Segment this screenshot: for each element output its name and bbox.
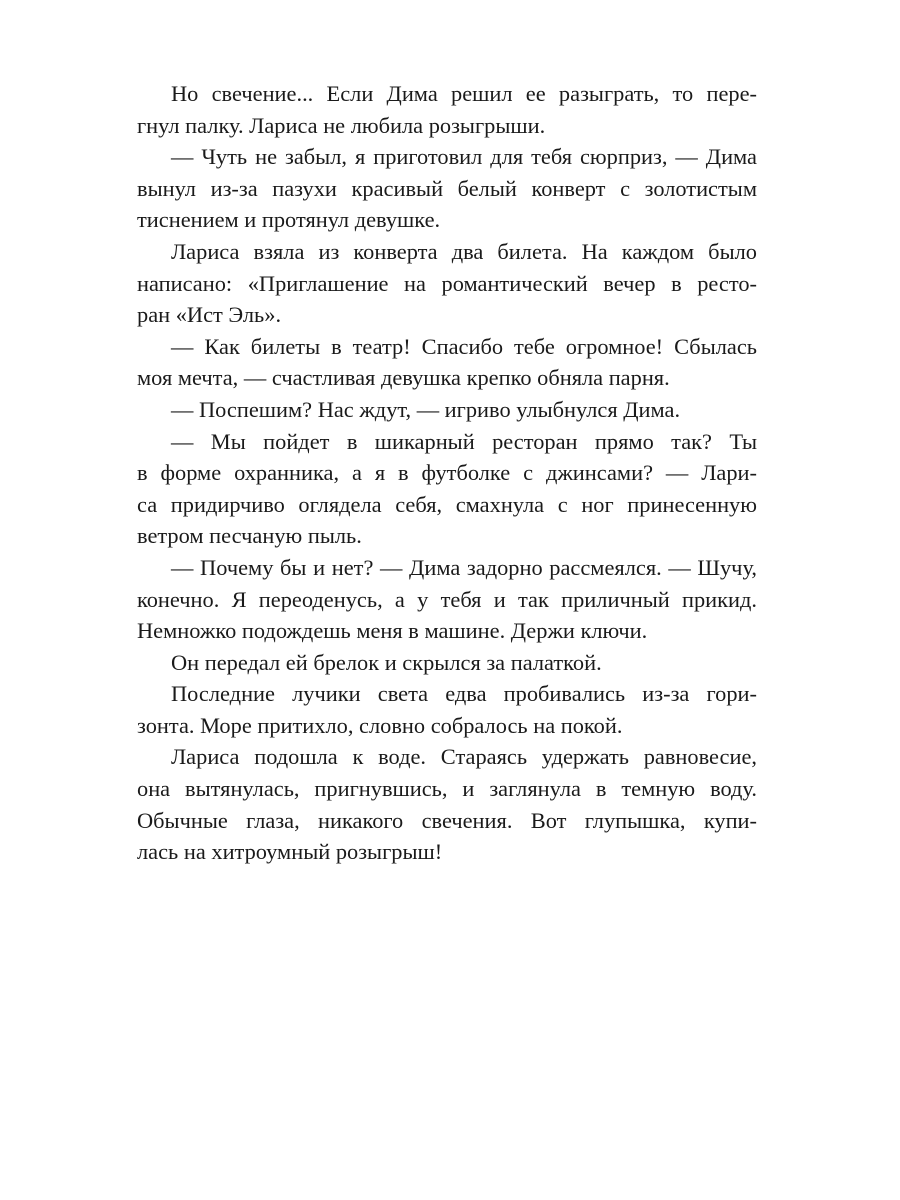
text-line: ветром песчаную пыль. <box>137 523 362 549</box>
text-line: зонта. Море притихло, словно собралось на покой. <box>137 712 623 738</box>
text-line: — Мы пойдет в шикарный ресторан прямо так? Ты <box>171 428 757 454</box>
book-page-text <box>137 78 757 868</box>
paragraph <box>137 331 757 394</box>
text-line: Лариса подошла к воде. Стараясь удержать равновесие, <box>171 744 757 770</box>
text-line: конечно. Я переоденусь, а у тебя и так приличный прикид. <box>137 586 757 612</box>
text-line: лась на хитроумный розыгрыш! <box>137 839 443 865</box>
paragraph <box>137 78 757 141</box>
text-line: — Почему бы и нет? — Дима задорно рассмеялся. — Шучу, <box>171 554 757 580</box>
text-line: тиснением и протянул девушке. <box>137 207 441 233</box>
text-line: ран «Ист Эль». <box>137 302 282 328</box>
text-line: моя мечта, — счастливая девушка крепко обняла парня. <box>137 365 670 391</box>
text-line: Последние лучики света едва пробивались из-за гори- <box>171 681 757 707</box>
text-line: она вытянулась, пригнувшись, и заглянула в темную воду. <box>137 776 757 802</box>
paragraph <box>137 394 757 426</box>
paragraph <box>137 552 757 647</box>
text-line: вынул из-за пазухи красивый белый конверт с золотистым <box>137 175 757 201</box>
paragraph <box>137 741 757 867</box>
text-line: Он передал ей брелок и скрылся за палаткой. <box>171 649 602 675</box>
text-line: Лариса взяла из конверта два билета. На каждом было <box>171 238 757 264</box>
text-line: са придирчиво оглядела себя, смахнула с ног принесенную <box>137 491 757 517</box>
text-line: Обычные глаза, никакого свечения. Вот глупышка, купи- <box>137 807 757 833</box>
text-line: гнул палку. Лариса не любила розыгрыши. <box>137 112 546 138</box>
text-line: — Поспешим? Нас ждут, — игриво улыбнулся Дима. <box>171 396 681 422</box>
text-line: — Как билеты в театр! Спасибо тебе огромное! Сбылась <box>171 333 757 359</box>
paragraph <box>137 426 757 552</box>
text-line: написано: «Приглашение на романтический вечер в ресто- <box>137 270 757 296</box>
paragraph <box>137 647 757 679</box>
text-line: в форме охранника, а я в футболке с джинсами? — Лари- <box>137 460 757 486</box>
text-line: Но свечение... Если Дима решил ее разыграть, то пере- <box>171 81 757 106</box>
paragraph <box>137 141 757 236</box>
paragraph <box>137 236 757 331</box>
paragraph <box>137 678 757 741</box>
text-line: Немножко подождешь меня в машине. Держи ключи. <box>137 618 648 644</box>
text-line: — Чуть не забыл, я приготовил для тебя сюрприз, — Дима <box>171 144 757 170</box>
